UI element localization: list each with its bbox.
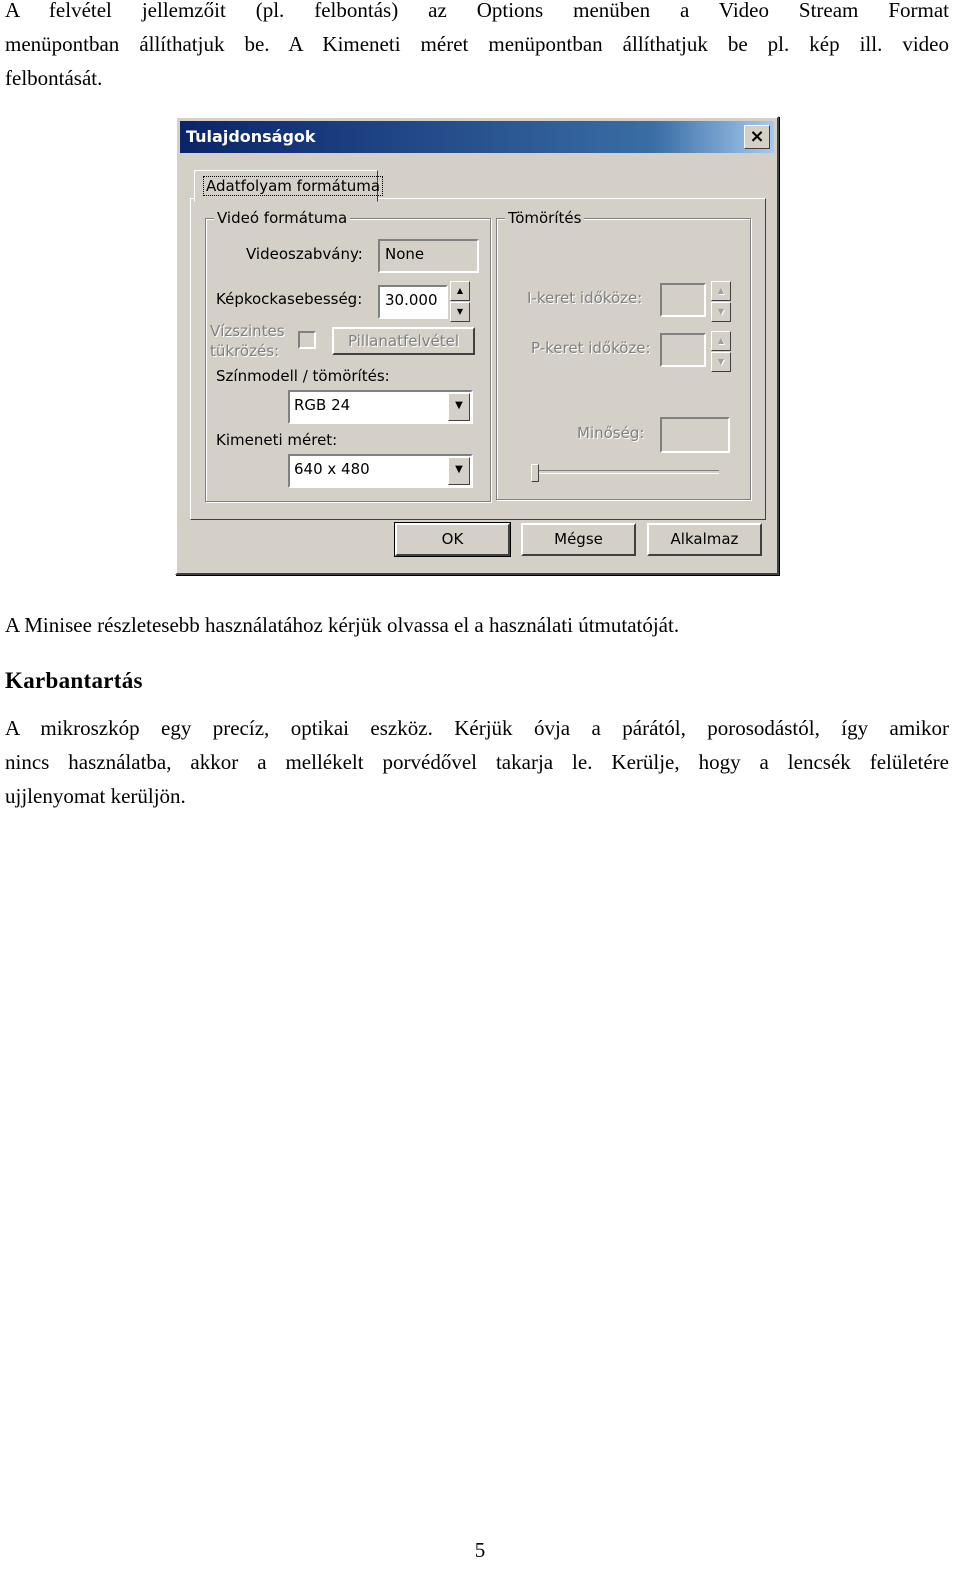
maintenance-line-3: ujjlenyomat kerüljön.: [5, 784, 186, 808]
video-standard-field: [378, 239, 479, 273]
spin-up-icon[interactable]: ▲: [450, 281, 470, 301]
framerate-label: Képkockasebesség:: [216, 290, 363, 308]
maintenance-line-2: nincs használatba, akkor a mellékelt porvédővel takarja le. Kerülje, hogy a lencsék felületére: [5, 750, 949, 774]
video-format-group: [205, 209, 491, 502]
chevron-down-icon[interactable]: ▼: [448, 393, 470, 421]
ikey-stepper[interactable]: [711, 281, 731, 323]
after-dialog-text: A Minisee részletesebb használatához kérjük olvassa el a használati útmutatóját.: [5, 613, 680, 637]
compression-group: [496, 209, 751, 500]
ikey-label: I-keret időköze:: [527, 289, 643, 307]
output-size-label: Kimeneti méret:: [216, 431, 338, 449]
mirror-checkbox[interactable]: [298, 331, 316, 349]
pkey-stepper[interactable]: [711, 331, 731, 373]
spin-up-icon[interactable]: ▲: [711, 281, 731, 301]
quality-slider-thumb[interactable]: [531, 464, 539, 482]
mirror-label-2: tükrözés:: [210, 342, 280, 360]
quality-input[interactable]: [660, 417, 730, 453]
close-icon[interactable]: ×: [744, 125, 770, 149]
spin-down-icon[interactable]: ▼: [711, 352, 731, 372]
video-standard-label: Videoszabvány:: [246, 245, 363, 263]
output-size-value: 640 x 480: [294, 460, 370, 478]
pkey-input[interactable]: [660, 333, 706, 367]
snapshot-button[interactable]: Pillanatfelvétel: [332, 327, 475, 355]
intro-line-2: menüpontban állíthatjuk be. A Kimeneti méret menüpontban állíthatjuk be pl. kép ill. video: [5, 32, 949, 56]
pkey-label: P-keret időköze:: [531, 339, 651, 357]
tab-label: Adatfolyam formátuma: [203, 176, 383, 196]
compression-group-label: Tömörítés: [505, 209, 584, 227]
intro-line-1: A felvétel jellemzőit (pl. felbontás) az Options menüben a Video Stream Format: [5, 0, 949, 22]
ok-button[interactable]: OK: [395, 523, 510, 556]
maintenance-line-1: A mikroszkóp egy precíz, optikai eszköz. Kérjük óvja a párától, porosodástól, így amikor: [5, 716, 949, 740]
video-format-group-label: Videó formátuma: [214, 209, 350, 227]
quality-label: Minőség:: [577, 424, 645, 442]
chevron-down-icon[interactable]: ▼: [448, 457, 470, 485]
properties-dialog: [175, 116, 779, 575]
framerate-value: 30.000: [385, 291, 438, 309]
spin-down-icon[interactable]: ▼: [711, 302, 731, 322]
output-size-select[interactable]: [288, 454, 473, 488]
video-standard-value: None: [385, 245, 425, 263]
quality-slider-track[interactable]: [533, 470, 719, 474]
mirror-label-1: Vízszintes: [210, 322, 285, 340]
intro-line-3: felbontását.: [5, 66, 103, 90]
ikey-input[interactable]: [660, 283, 706, 317]
color-model-select[interactable]: [288, 390, 473, 424]
cancel-button[interactable]: Mégse: [521, 523, 636, 556]
spin-up-icon[interactable]: ▲: [711, 331, 731, 351]
framerate-input[interactable]: [378, 285, 448, 319]
dialog-titlebar: [180, 121, 774, 153]
dialog-title: Tulajdonságok: [186, 127, 316, 146]
apply-button[interactable]: Alkalmaz: [647, 523, 762, 556]
color-model-value: RGB 24: [294, 396, 351, 414]
tab-stream-format[interactable]: [194, 170, 381, 202]
framerate-stepper[interactable]: [450, 281, 470, 323]
tab-panel: [190, 198, 766, 520]
color-model-label: Színmodell / tömörítés:: [216, 367, 390, 385]
section-heading: Karbantartás: [5, 668, 143, 693]
spin-down-icon[interactable]: ▼: [450, 302, 470, 322]
page-number: 5: [474, 1538, 486, 1562]
